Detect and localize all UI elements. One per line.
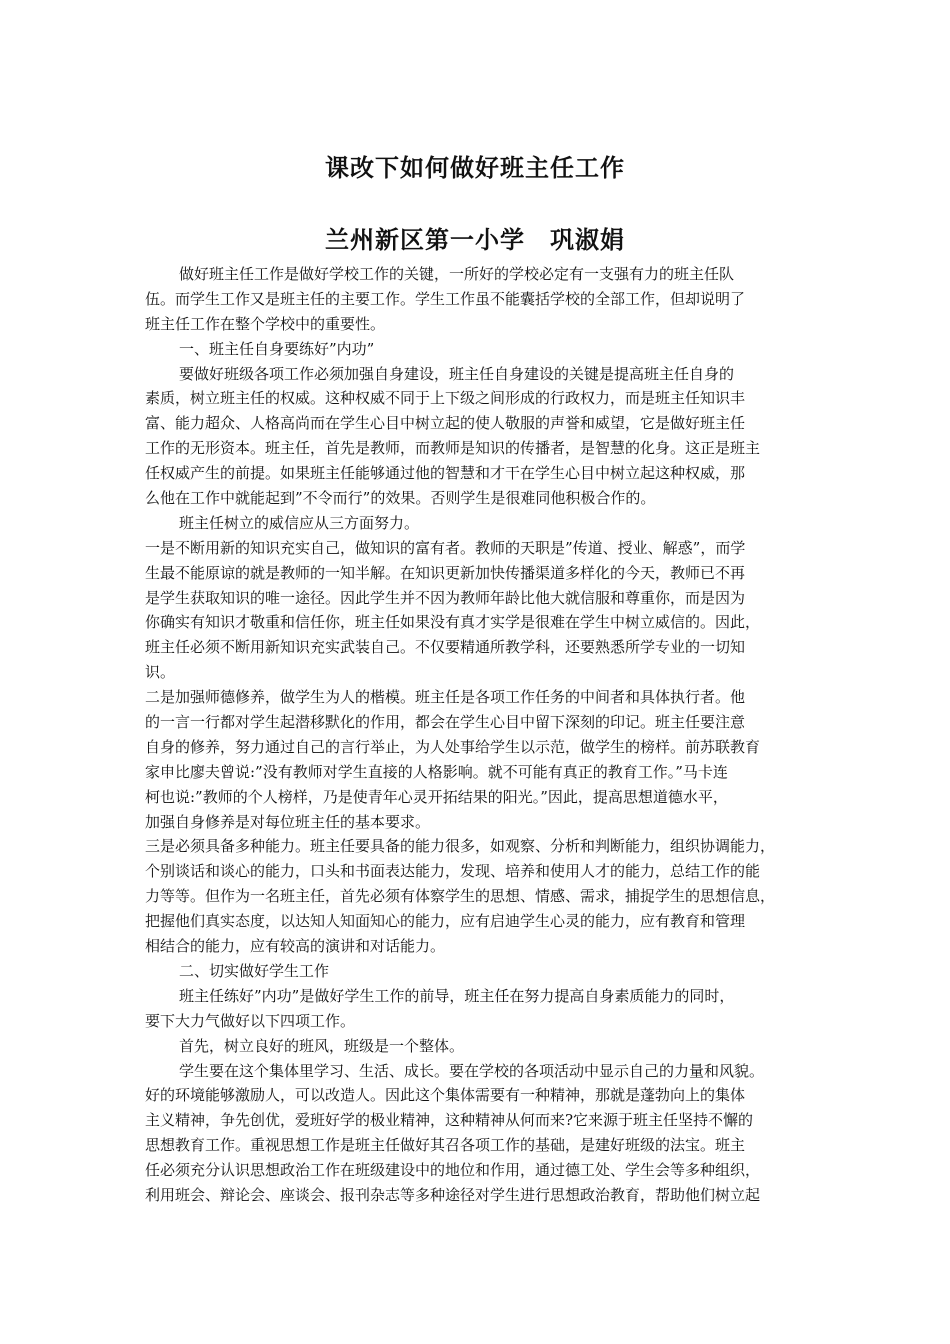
text-line: 是学生获取知识的唯一途径。因此学生并不因为教师年龄比他大就信服和尊重你，而是因为 [145, 588, 746, 607]
text-line: 任权威产生的前提。如果班主任能够通过他的智慧和才干在学生心目中树立起这种权威，那 [145, 464, 746, 483]
text-line: 三是必须具备多种能力。班主任要具备的能力很多，如观察、分析和判断能力，组织协调能力， [145, 837, 776, 856]
text-line: 生最不能原谅的就是教师的一知半解。在知识更新加快传播渠道多样化的今天，教师已不再 [145, 563, 746, 582]
text-line: 任必须充分认识思想政治工作在班级建设中的地位和作用，通过德工处、学生会等多种组织， [145, 1161, 761, 1180]
text-line: 做好班主任工作是做好学校工作的关键，一所好的学校必定有一支强有力的班主任队 [179, 265, 735, 283]
text-line: 的一言一行都对学生起潜移默化的作用，都会在学生心目中留下深刻的印记。班主任要注意 [145, 713, 746, 732]
text-line: 利用班会、辩论会、座谈会、报刊杂志等多种途径对学生进行思想政治教育，帮助他们树立起 [145, 1185, 761, 1204]
text-line: 工作的无形资本。班主任，首先是教师，而教师是知识的传播者，是智慧的化身。这正是班主 [145, 439, 761, 458]
text-line: 加强自身修养是对每位班主任的基本要求。 [145, 812, 431, 831]
text-line: 家申比廖夫曾说:”没有教师对学生直接的人格影响。就不可能有真正的教育工作。”马卡连 [145, 762, 728, 781]
text-line: 好的环境能够激励人，可以改造人。因此这个集体需要有一种精神，那就是蓬勃向上的集体 [145, 1086, 746, 1105]
text-line: 么他在工作中就能起到”不令而行”的效果。否则学生是很难同他积极合作的。 [145, 489, 656, 508]
text-line: 二是加强师德修养，做学生为人的楷模。班主任是各项工作任务的中间者和具体执行者。他 [145, 688, 746, 707]
document-body [145, 262, 810, 1208]
text-line: 要下大力气做好以下四项工作。 [145, 1011, 356, 1030]
text-line: 首先，树立良好的班风，班级是一个整体。 [179, 1036, 465, 1055]
text-line: 素质，树立班主任的权威。这种权威不同于上下级之间形成的行政权力，而是班主任知识丰 [145, 389, 746, 408]
text-line: 伍。而学生工作又是班主任的主要工作。学生工作虽不能囊括学校的全部工作，但却说明了 [145, 289, 746, 308]
text-line: 自身的修养，努力通过自己的言行举止，为人处事给学生以示范，做学生的榜样。前苏联教育 [145, 737, 761, 756]
text-line: 要做好班级各项工作必须加强自身建设，班主任自身建设的关键是提高班主任自身的 [179, 364, 735, 383]
text-line: 柯也说:”教师的个人榜样，乃是使青年心灵开拓结果的阳光。”因此，提高思想道德水平， [145, 787, 728, 806]
text-line: 个别谈话和谈心的能力，口头和书面表达能力，发现、培养和使用人才的能力，总结工作的能 [145, 862, 761, 881]
text-line: 班主任必须不断用新知识充实武装自己。不仅要精通所教学科，还要熟悉所学专业的一切知 [145, 638, 746, 657]
text-line: 你确实有知识才敬重和信任你，班主任如果没有真才实学是很难在学生中树立威信的。因此， [145, 613, 761, 632]
text-line: 识。 [145, 663, 176, 682]
document-title: 课改下如何做好班主任工作 [325, 153, 625, 182]
text-line: 学生要在这个集体里学习、生活、成长。要在学校的各项活动中显示自己的力量和风貌。 [179, 1061, 765, 1080]
text-line: 班主任工作在整个学校中的重要性。 [145, 314, 386, 333]
text-line: 力等等。但作为一名班主任，首先必须有体察学生的思想、情感、需求，捕捉学生的思想信息， [145, 887, 776, 906]
text-line: 把握他们真实态度，以达知人知面知心的能力，应有启迪学生心灵的能力，应有教育和管理 [145, 912, 746, 931]
document-author: 兰州新区第一小学 巩淑娟 [325, 225, 625, 254]
text-line: 相结合的能力，应有较高的演讲和对话能力。 [145, 937, 446, 956]
text-line: 主义精神，争先创优，爱班好学的极业精神，这种精神从何而来?它来源于班主任坚持不懈的 [145, 1111, 754, 1130]
text-line: 一、班主任自身要练好”内功” [179, 339, 375, 358]
text-line: 富、能力超众、人格高尚而在学生心目中树立起的使人敬服的声誉和威望，它是做好班主任 [145, 414, 746, 433]
text-line: 二、切实做好学生工作 [179, 961, 330, 980]
text-line: 思想教育工作。重视思想工作是班主任做好其召各项工作的基础，是建好班级的法宝。班主 [145, 1136, 746, 1155]
text-line: 一是不断用新的知识充实自己，做知识的富有者。教师的天职是”传道、授业、解惑”，而学 [145, 538, 746, 557]
text-line: 班主任练好”内功”是做好学生工作的前导，班主任在努力提高自身素质能力的同时， [179, 986, 735, 1005]
text-line: 班主任树立的威信应从三方面努力。 [179, 513, 420, 532]
